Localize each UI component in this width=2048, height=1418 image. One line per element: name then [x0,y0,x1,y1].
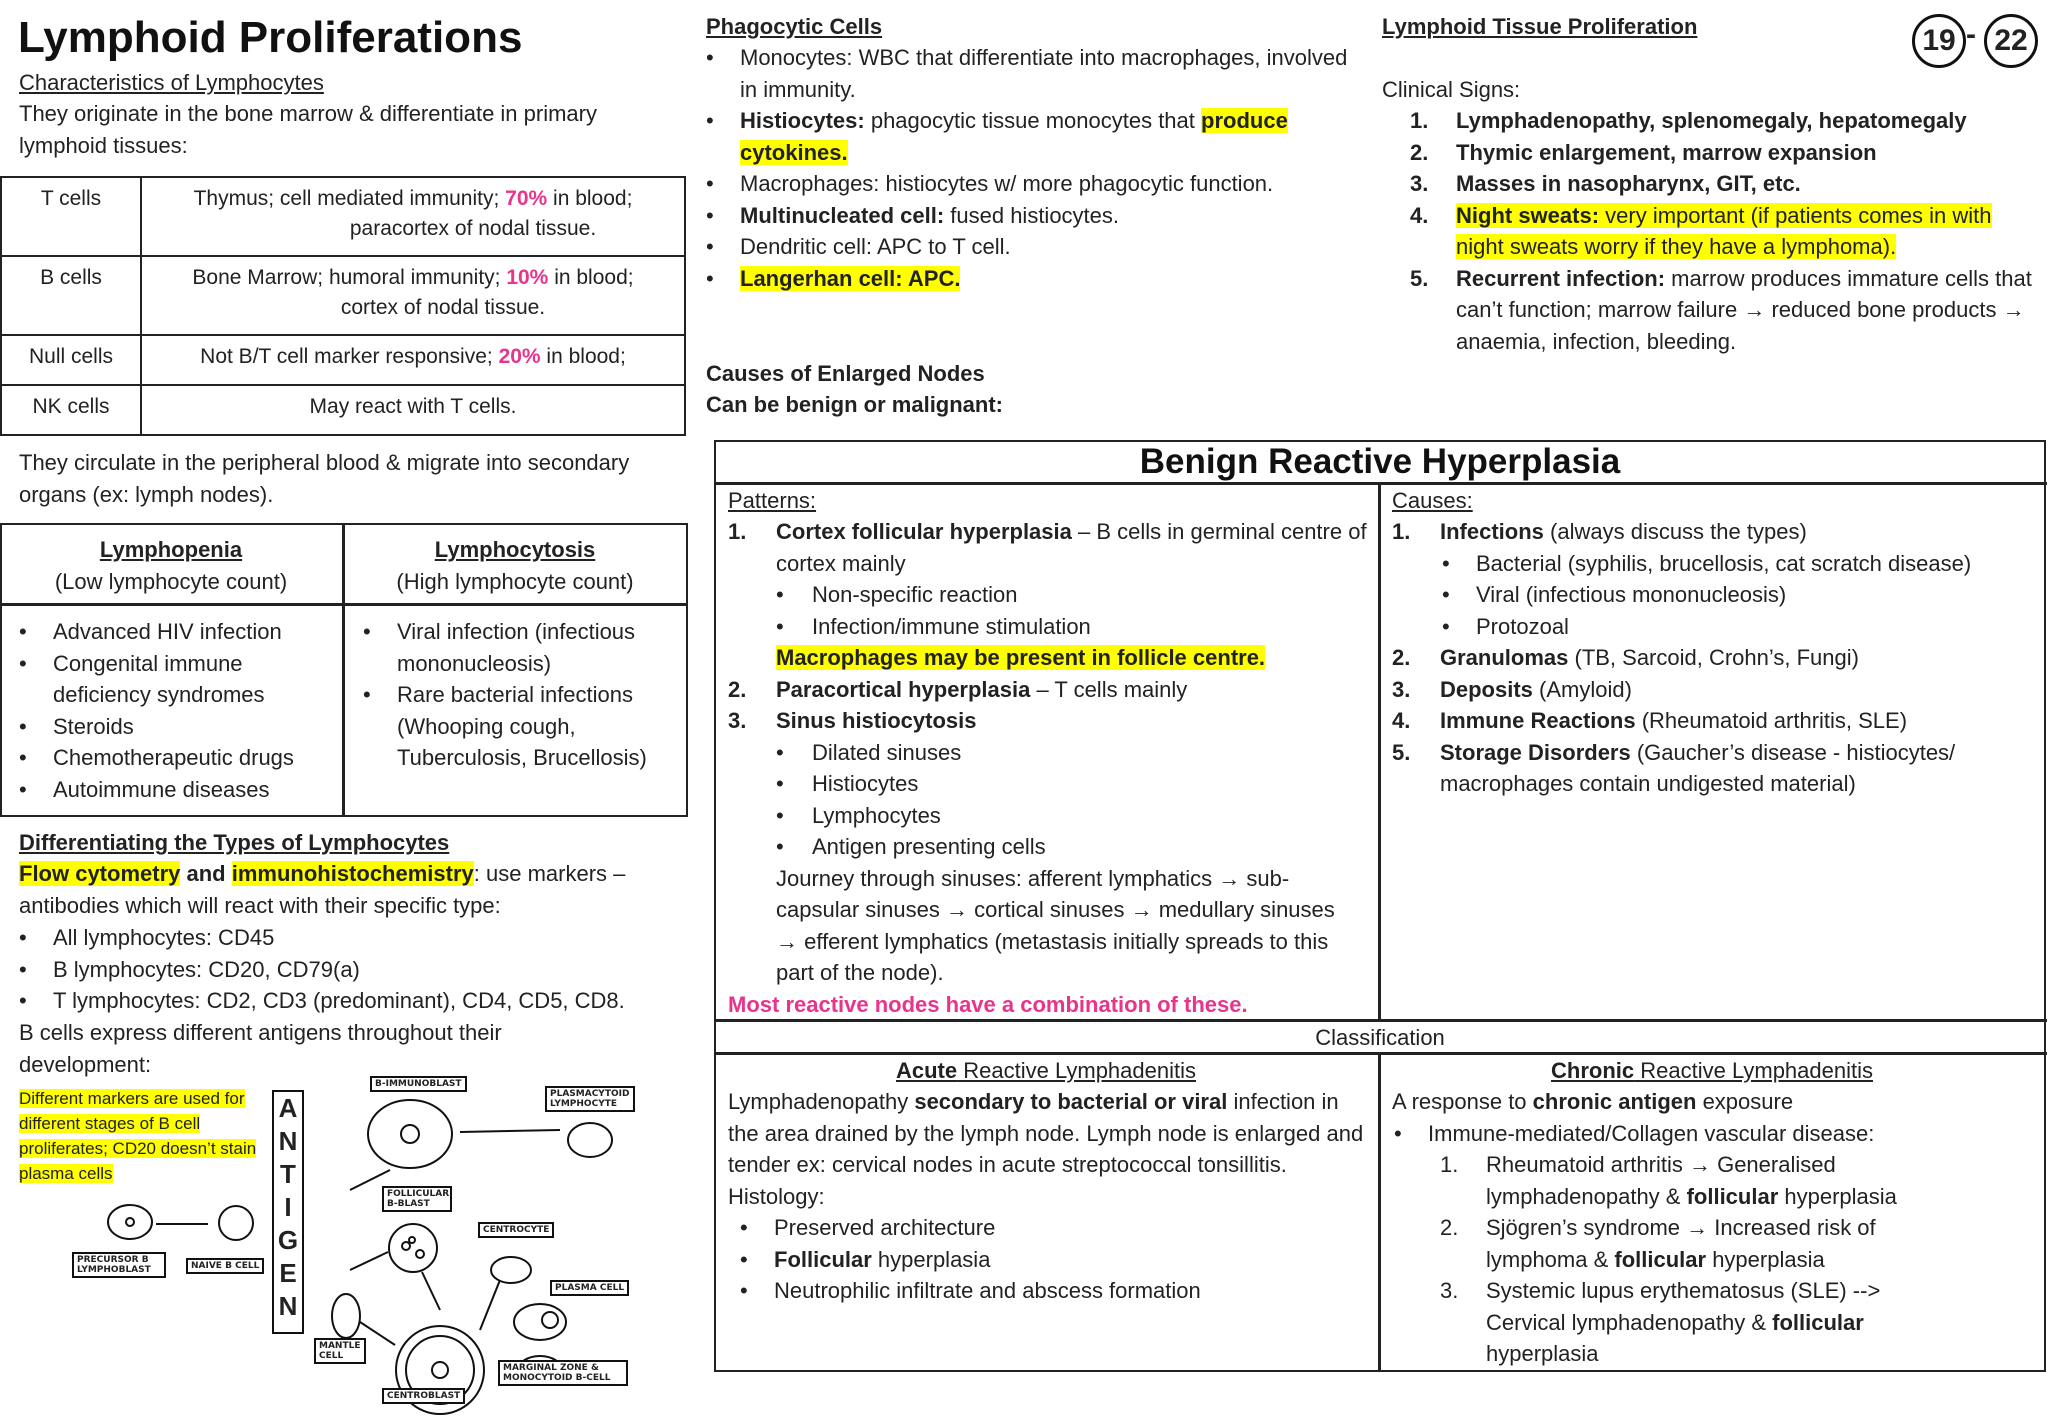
benign-vline-bottom [1378,1052,1381,1370]
cell-desc: Bone Marrow; humoral immunity; 10% in blood; cortex of nodal tissue. [141,256,685,335]
label-immunoblast: B-IMMUNOBLAST [370,1076,467,1092]
chronic-numbered-list [1392,1149,1960,1370]
cell-name: B cells [1,256,141,335]
list-item: 1. Rheumatoid arthritis → Generalised lymphadenopathy & follicular hyperplasia [1440,1152,1897,1209]
naive-cell-shape [219,1206,253,1240]
immunoblast-shape [368,1100,452,1168]
list-item: • Advanced HIV infection [17,616,337,648]
acute-content [728,1086,1368,1307]
precursor-cell-shape [108,1205,152,1239]
marker-list [17,922,697,1017]
pattern-1-highlight: Macrophages may be present in follicle centre. [776,645,1266,670]
phagocytic-list [704,42,1348,294]
lymphocytosis-header: Lymphocytosis (High lymphocyte count) [396,537,634,594]
label-naive: NAIVE B CELL [186,1258,264,1274]
cell-desc: Not B/T cell marker responsive; 20% in blood; [141,335,685,385]
classification-label: Classification [1315,1025,1445,1050]
label-precursor: PRECURSOR B LYMPHOBLAST [72,1252,166,1278]
acute-description: Lymphadenopathy secondary to bacterial or viral infection in the area drained by the lymph node. Lymph node is enlarged and tender ex: cervical nodes in acute streptococcal tonsillitis. [728,1089,1364,1177]
cell-desc: May react with T cells. [141,385,685,435]
list-item: • Antigen presenting cells [728,831,1368,863]
chronic-heading: Chronic Reactive Lymphadenitis [1551,1058,1873,1083]
list-item: • Steroids [17,711,337,743]
pattern-3: 3. Sinus histiocytosis [728,708,977,733]
page-number-right: 22 [1984,14,2038,68]
chronic-content [1392,1086,2032,1370]
causes-enlarged-title: Causes of Enlarged Nodes [706,361,985,386]
list-item: 5. Recurrent infection: marrow produces immature cells that can’t function; marrow failure → reduced bone products → anaemia, infection, bleeding. [1410,265,2032,354]
label-centroblast: CENTROBLAST [382,1388,465,1404]
chronic-description: A response to chronic antigen exposure [1392,1089,1794,1114]
page-title: Lymphoid Proliferations [18,13,523,62]
acute-heading: Acute Reactive Lymphadenitis [896,1058,1196,1083]
table-row [1,385,685,435]
cause-4: 4. Immune Reactions (Rheumatoid arthritis, SLE) [1392,708,1908,733]
lymphocytosis-list [361,616,681,774]
causes-label: Causes: [1392,488,1473,513]
cause-1-sub [1392,548,2032,643]
cause-2: 2. Granulomas (TB, Sarcoid, Crohn’s, Fungi) [1392,645,1859,670]
list-item: • Neutrophilic infiltrate and abscess formation [738,1275,1368,1307]
list-item: • Viral (infectious mononucleosis) [1440,579,2032,611]
label-mantle: MANTLE CELL [314,1338,366,1364]
characteristics-heading: Characteristics of Lymphocytes [19,70,324,95]
list-item: • Histiocytes: phagocytic tissue monocytes that produce cytokines. [704,105,1380,168]
most-reactive-note: Most reactive nodes have a combination of these. [728,991,1248,1017]
page-number-left: 19 [1912,14,1966,68]
plasmacytoid-shape [568,1123,612,1157]
cell-name: T cells [1,177,141,256]
table-row [1,177,685,256]
antigen-box: A N T I G E N [272,1090,304,1334]
page-number-dash: - [1966,18,1976,51]
list-item: • Autoimmune diseases [17,774,337,806]
list-item: 3. Masses in nasopharynx, GIT, etc. [1410,171,1801,196]
phagocytic-heading: Phagocytic Cells [706,14,883,39]
differentiating-heading: Differentiating the Types of Lymphocytes [19,830,450,855]
tissue-prolif-heading: Lymphoid Tissue Proliferation [1382,14,1698,39]
lymphopenia-header: Lymphopenia (Low lymphocyte count) [54,537,288,594]
chronic-bullet [1392,1118,2032,1150]
list-item: • Immune-mediated/Collagen vascular disease: [1392,1118,2032,1150]
list-item: • Multinucleated cell: fused histiocytes. [704,200,1344,232]
label-follicular: FOLLICULAR B-BLAST [382,1186,452,1212]
list-item: 2. Thymic enlargement, marrow expansion [1410,139,1877,165]
follicular-blast-shape [389,1224,437,1272]
circulate-text: They circulate in the peripheral blood & migrate into secondary organs (ex: lymph nodes). [19,450,630,507]
acute-histology-list [728,1212,1368,1307]
benign-title: Benign Reactive Hyperplasia [1139,442,1621,481]
pattern-1: 1. Cortex follicular hyperplasia – B cells in germinal centre of cortex mainly [728,519,1367,576]
clinical-signs-list [1410,105,2040,357]
cell-desc: Thymus; cell mediated immunity; 70% in blood; paracortex of nodal tissue. [141,177,685,256]
list-item: • Langerhan cell: APC. [704,263,1344,295]
list-item: • Bacterial (syphilis, brucellosis, cat scratch disease) [1440,548,2032,580]
list-item: • Macrophages: histiocytes w/ more phagocytic function. [704,168,1344,200]
b-cells-text: B cells express different antigens throughout their development: [19,1020,502,1077]
causes-content [1392,516,2032,800]
pattern-1-sub [728,579,1368,642]
centrocyte-shape [491,1257,531,1283]
patterns-label: Patterns: [728,488,817,513]
benign-vline-top [1378,482,1381,1020]
label-centrocyte: CENTROCYTE [478,1222,554,1238]
characteristics-intro: They originate in the bone marrow & differentiate in primary lymphoid tissues: [19,101,597,158]
list-item: 3. Systemic lupus erythematosus (SLE) --> Cervical lymphadenopathy & follicular hyperplasia [1440,1278,1881,1366]
list-item: • Dendritic cell: APC to T cell. [704,231,1344,263]
list-item: • Lymphocytes [728,800,1368,832]
list-item: • Dilated sinuses [728,737,1368,769]
list-item: • Preserved architecture [738,1212,1368,1244]
list-item: • Follicular hyperplasia [738,1244,1368,1276]
list-item: • Protozoal [1440,611,2032,643]
list-item: • Chemotherapeutic drugs [17,742,337,774]
cell-name: NK cells [1,385,141,435]
table-row [1,256,685,335]
list-item: • T lymphocytes: CD2, CD3 (predominant), CD4, CD5, CD8. [17,985,697,1017]
differentiating-intro: Flow cytometry and immunohistochemistry: use markers – antibodies which will react with their specific type: [19,861,626,918]
causes-enlarged-sub: Can be benign or malignant: [706,392,1004,417]
list-item: 2. Sjögren’s syndrome → Increased risk of lymphoma & follicular hyperplasia [1440,1215,1876,1272]
label-plasma: PLASMA CELL [550,1280,629,1296]
sinus-journey: Journey through sinuses: afferent lymphatics → sub-capsular sinuses → cortical sinuses → medullary sinuses → efferent lymphatics (metastasis initially spreads to this part of the node). [776,865,1335,985]
lymphopenia-list [17,616,337,805]
table-row [1,335,685,385]
cause-1: 1. Infections (always discuss the types) [1392,519,1807,544]
list-item: • Congenital immune deficiency syndromes [17,648,273,711]
cause-5: 5. Storage Disorders (Gaucher’s disease - histiocytes/ macrophages contain undigested material) [1392,739,1956,796]
b-cell-diagram [60,1070,660,1418]
pattern-2: 2. Paracortical hyperplasia – T cells mainly [728,676,1188,702]
list-item: • Viral infection (infectious mononucleosis) [361,616,667,679]
pattern-3-sub [728,737,1368,863]
list-item: 4. Night sweats: very important (if patients comes in with night sweats worry if they have a lymphoma). [1410,202,1992,259]
list-item: • All lymphocytes: CD45 [17,922,697,954]
list-item: • B lymphocytes: CD20, CD79(a) [17,954,697,986]
label-plasmacytoid: PLASMACYTOID LYMPHOCYTE [545,1086,635,1112]
lymphocyte-types-table [0,176,686,436]
list-item: • Monocytes: WBC that differentiate into macrophages, involved in immunity. [704,42,1360,105]
list-item: • Non-specific reaction [728,579,1368,611]
label-marginal: MARGINAL ZONE & MONOCYTOID B-CELL [498,1360,628,1386]
cell-name: Null cells [1,335,141,385]
list-item: 1. Lymphadenopathy, splenomegaly, hepatomegaly [1410,108,1967,133]
mantle-cell-shape [332,1294,360,1338]
histology-label: Histology: [728,1183,825,1209]
patterns-content [728,516,1368,1020]
clinical-signs-label: Clinical Signs: [1382,77,1521,102]
list-item: • Histiocytes [728,768,1368,800]
cause-3: 3. Deposits (Amyloid) [1392,676,1632,702]
list-item: • Rare bacterial infections (Whooping cough, Tuberculosis, Brucellosis) [361,679,687,774]
marker-note: Different markers are used for different stages of B cell proliferates; CD20 doesn’t stain plasma cells [19,1089,257,1183]
list-item: • Infection/immune stimulation [728,611,1368,643]
